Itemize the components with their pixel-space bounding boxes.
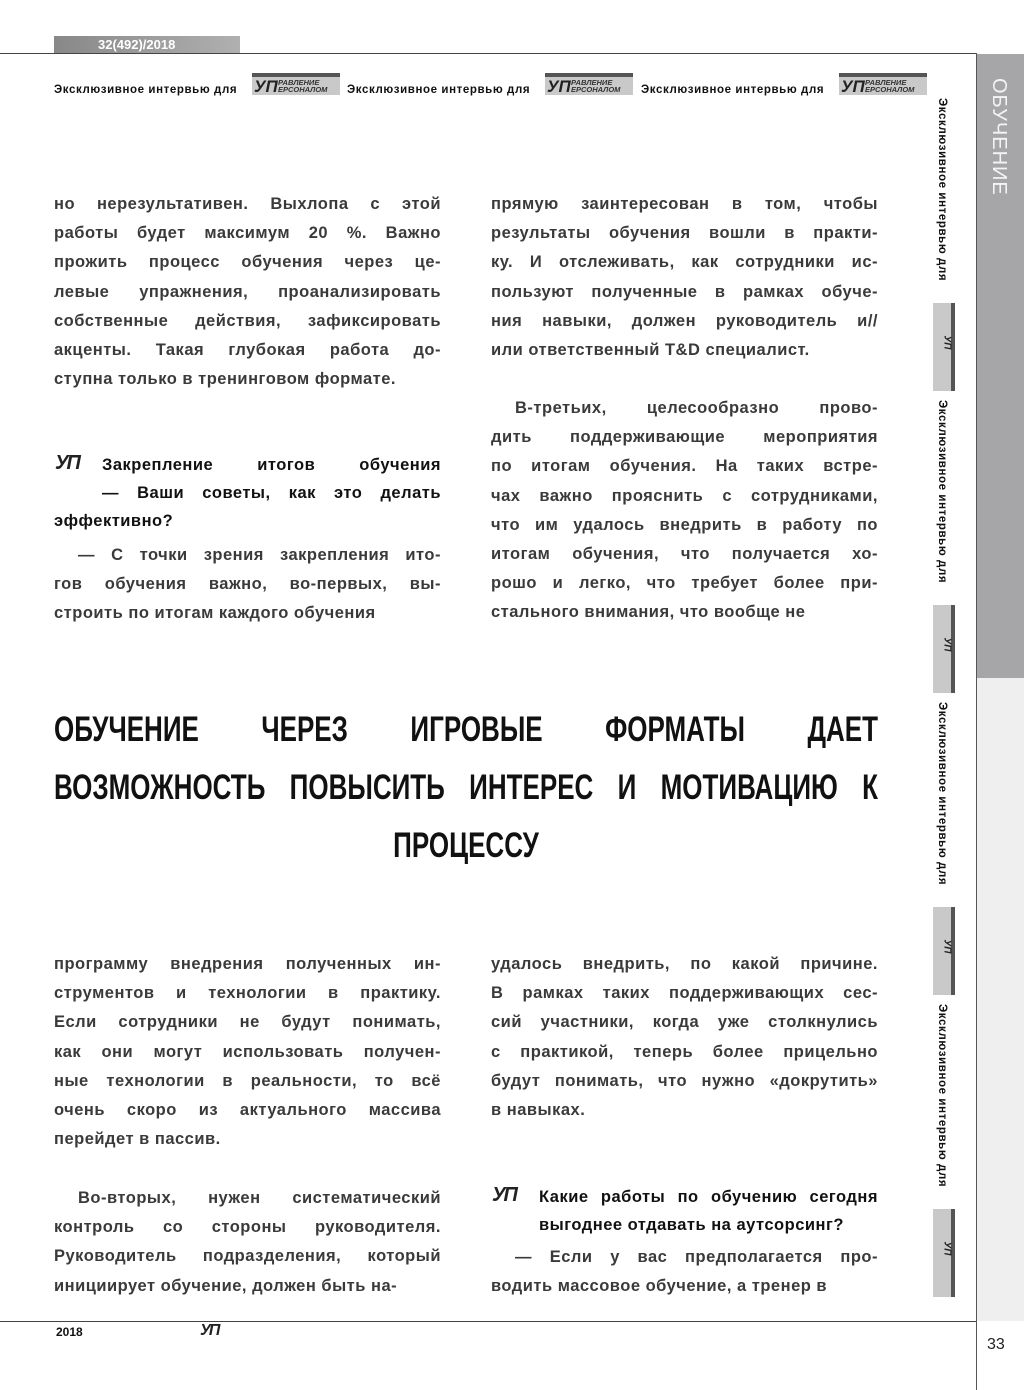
right-column-top-p1 (491, 190, 878, 365)
text-line: итогам обучения, что получается хо- (491, 544, 878, 563)
running-header-text: Эксклюзивное интервью для (641, 84, 825, 96)
text-line: прямую заинтересован в том, чтобы (491, 195, 878, 213)
answer-1 (54, 541, 441, 629)
section-label: ОБУЧЕНИЕ (988, 78, 1010, 196)
logo-text (278, 79, 327, 93)
logo-mark: УП (254, 77, 278, 95)
logo-line: РАВЛЕНИЕ (278, 78, 320, 87)
question-1 (54, 451, 441, 535)
footer-rule (0, 1321, 977, 1322)
text-line: пользуют полученные в рамках обуче- (491, 282, 878, 301)
text-line: выгоднее отдавать на аутсорсинг? (539, 1216, 844, 1234)
text-line: В-третьих, целесообразно прово- (515, 399, 878, 417)
text-line: — Если у вас предполагается про- (515, 1248, 878, 1266)
logo-line: ЕРСОНАЛОМ (571, 85, 621, 94)
text-line: ступна только в тренинговом формате. (54, 370, 397, 389)
pull-quote (54, 700, 878, 874)
right-column-top-p2 (491, 394, 878, 628)
text-line: как они могут использовать получен- (54, 1042, 441, 1061)
text-line: или ответственный T&D специалист. (491, 340, 810, 359)
right-column-bottom-p1 (491, 950, 878, 1125)
logo-mark: УП (841, 77, 865, 95)
text-line: левые упражнения, проанализировать (54, 282, 441, 301)
text-line: по итогам обучения. На таких встре- (491, 457, 878, 476)
running-header-text: Эксклюзивное интервью для (347, 84, 531, 96)
text-line: Какие работы по обучению сегодня (539, 1188, 878, 1206)
answer-2 (491, 1243, 878, 1301)
logo-mark: УП (941, 1241, 953, 1256)
text-line: дить поддерживающие мероприятия (491, 428, 878, 447)
logo-mark-icon: УП (55, 452, 79, 474)
text-line: работы будет максимум 20 %. Важно (54, 224, 441, 243)
text-line: инициирует обучение, должен быть на- (54, 1276, 398, 1295)
text-line: Закрепление итогов обучения (102, 456, 441, 474)
text-line: перейдет в пассив. (54, 1130, 221, 1149)
left-column-bottom-p2 (54, 1184, 441, 1301)
vertical-header-text: Эксклюзивное интервью для (936, 702, 948, 886)
publication-logo-icon (933, 1209, 955, 1297)
logo-text (571, 79, 620, 93)
text-line: с практикой, теперь более прицельно (491, 1042, 878, 1061)
vertical-header-text: Эксклюзивное интервью для (936, 400, 948, 584)
quote-line: ВОЗМОЖНОСТЬ ПОВЫСИТЬ ИНТЕРЕС И МОТИВАЦИЮ К (54, 766, 878, 808)
text-line: акценты. Такая глубокая работа до- (54, 340, 441, 359)
logo-line: РАВЛЕНИЕ (571, 78, 613, 87)
vertical-header-text: Эксклюзивное интервью для (936, 98, 948, 282)
text-line: прожить процесс обучения через це- (54, 253, 441, 272)
text-line: очень скоро из актуального массива (54, 1100, 441, 1119)
logo-line: РАВЛЕНИЕ (865, 78, 907, 87)
header-rule (0, 53, 977, 54)
text-line: сий участники, когда уже столкнулись (491, 1013, 878, 1032)
footer-logo-icon: УП (200, 1322, 219, 1339)
sidebar-lower (977, 678, 1024, 1321)
footer-year: 2018 (56, 1325, 83, 1339)
text-line: программу внедрения полученных ин- (54, 955, 441, 973)
text-line: струментов и технологии в практику. (54, 984, 441, 1003)
text-line: Руководитель подразделения, который (54, 1247, 441, 1266)
logo-mark: УП (941, 637, 953, 652)
text-line: контроль со стороны руководителя. (54, 1218, 441, 1237)
text-line: строить по итогам каждого обучения (54, 604, 376, 623)
text-line: — Ваши советы, как это делать (102, 484, 441, 502)
text-line: водить массовое обучение, а тренер в (491, 1277, 828, 1296)
text-line: чах важно прояснить с сотрудниками, (491, 486, 878, 505)
text-line: собственные действия, зафиксировать (54, 311, 441, 330)
text-line: но нерезультативен. Выхлопа с этой (54, 195, 441, 213)
text-line: рошо и легко, что требует более при- (491, 574, 878, 593)
text-line: Во-вторых, нужен систематический (78, 1189, 441, 1207)
text-line: удалось внедрить, по какой причине. (491, 955, 878, 973)
running-header-text: Эксклюзивное интервью для (54, 84, 238, 96)
logo-mark: УП (547, 77, 571, 95)
publication-logo-icon (252, 73, 340, 95)
text-line: результаты обучения вошли в практи- (491, 224, 878, 243)
logo-line: ЕРСОНАЛОМ (865, 85, 915, 94)
left-column-bottom-p1 (54, 950, 441, 1154)
question-2 (491, 1183, 878, 1239)
logo-mark: УП (941, 939, 953, 954)
text-line: — С точки зрения закрепления ито- (78, 546, 441, 564)
text-line: Если сотрудники не будут понимать, (54, 1013, 441, 1032)
sidebar-rule (976, 53, 977, 1390)
quote-line: ПРОЦЕССУ (393, 824, 539, 866)
logo-mark-icon: УП (492, 1184, 516, 1206)
vertical-header-text: Эксклюзивное интервью для (936, 1004, 948, 1188)
publication-logo-icon (839, 73, 927, 95)
text-line: стального внимания, что вообще не (491, 603, 806, 622)
logo-mark: УП (941, 335, 953, 350)
text-line: будут понимать, что нужно «докрутить» (491, 1071, 878, 1090)
logo-text (865, 79, 914, 93)
logo-line: ЕРСОНАЛОМ (278, 85, 328, 94)
text-line: ку. И отслеживать, как сотрудники ис- (491, 253, 878, 272)
publication-logo-icon (933, 303, 955, 391)
publication-logo-icon (933, 605, 955, 693)
text-line: В рамках таких поддерживающих сес- (491, 984, 878, 1003)
text-line: в навыках. (491, 1100, 586, 1119)
text-line: ния навыки, должен руководитель и// (491, 311, 878, 330)
text-line: что им удалось внедрить в работу по (491, 515, 878, 534)
publication-logo-icon (933, 907, 955, 995)
text-line: эффективно? (54, 512, 174, 530)
publication-logo-icon (545, 73, 633, 95)
issue-number: 32(492)/2018 (54, 36, 240, 53)
left-column-top (54, 190, 441, 394)
quote-line: ОБУЧЕНИЕ ЧЕРЕЗ ИГРОВЫЕ ФОРМАТЫ ДАЕТ (54, 708, 878, 750)
page-number: 33 (987, 1336, 1005, 1353)
text-line: гов обучения важно, во-первых, вы- (54, 575, 441, 594)
text-line: ные технологии в реальности, то всё (54, 1071, 441, 1090)
